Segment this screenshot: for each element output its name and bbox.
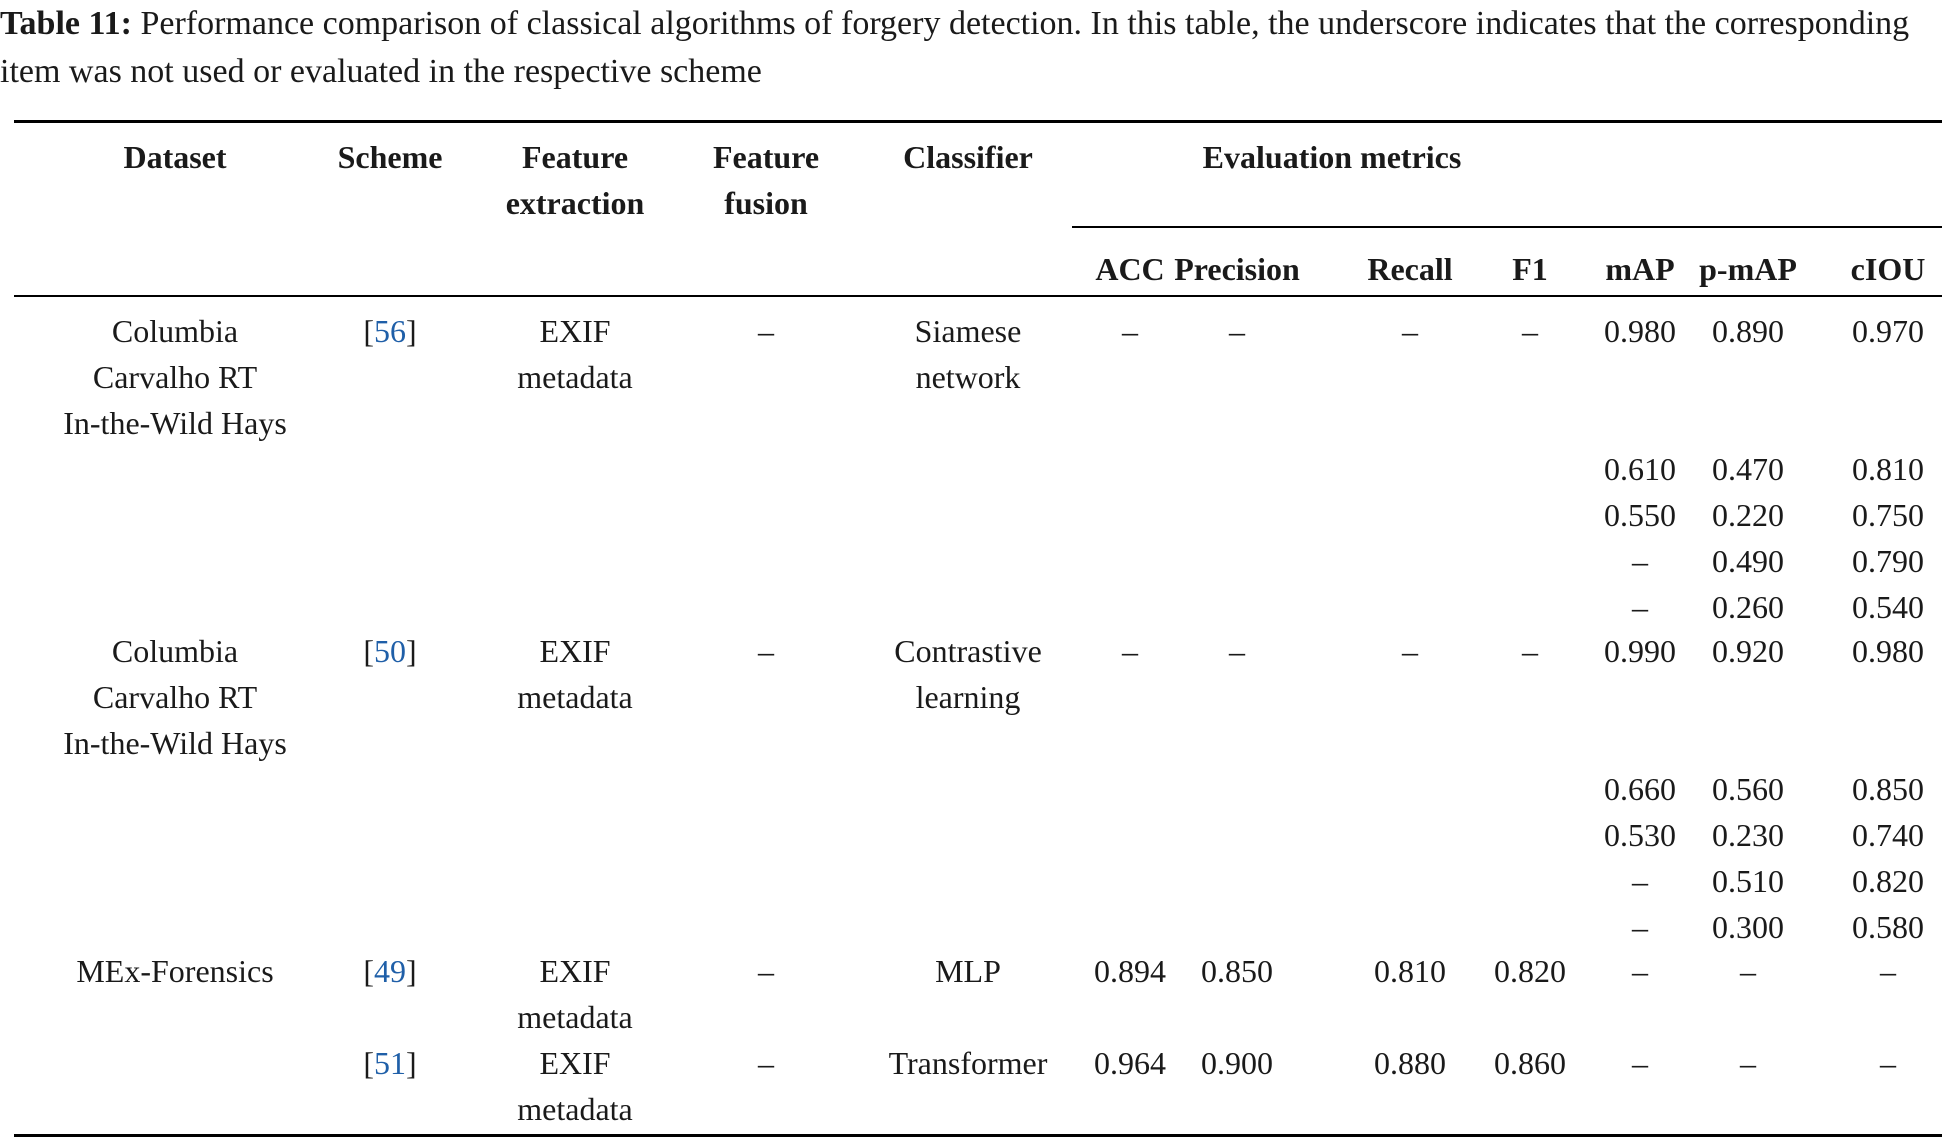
header-metric-precision: Precision [1174,251,1300,287]
cell-map: 0.530 [1604,817,1676,853]
cell-feature-fusion: – [758,633,774,669]
cell-p-map: 0.560 [1712,771,1784,807]
cell-p-map: – [1740,953,1756,989]
cell-map: 0.550 [1604,497,1676,533]
cell-classifier: Contrastive [894,633,1042,669]
cell-map: 0.610 [1604,451,1676,487]
cell-f1: – [1522,633,1538,669]
cell-classifier: network [915,359,1021,395]
cell-recall: – [1402,633,1418,669]
cell-ciou: 0.970 [1852,313,1924,349]
cell-ciou: 0.790 [1852,543,1924,579]
header-feature-fusion: Feature [712,139,820,175]
cell-feature-extraction: metadata [517,999,633,1035]
cell-f1: – [1522,313,1538,349]
cell-feature-fusion: – [758,313,774,349]
bottom-rule [14,1134,1942,1137]
cell-map: – [1632,589,1648,625]
header-scheme: Scheme [337,139,443,175]
cell-ciou: 0.980 [1852,633,1924,669]
caption-text: Performance comparison of classical algorithms of forgery detection. In this table, the underscore indicates that the corresponding item was not used or evaluated in the respective scheme [0,5,1910,90]
citation-link[interactable]: 50 [374,633,406,669]
top-rule [14,120,1942,123]
cell-ciou: – [1880,1045,1896,1081]
cell-classifier: Transformer [888,1045,1048,1081]
cell-precision: 0.850 [1201,953,1273,989]
header-metric-f1: F1 [1512,251,1548,287]
cell-ciou: 0.580 [1852,909,1924,945]
cell-scheme[interactable]: [51] [363,1045,417,1081]
cell-p-map: 0.490 [1712,543,1784,579]
cell-dataset: In-the-Wild Hays [63,725,287,761]
cell-map: – [1632,953,1648,989]
cell-dataset: MEx-Forensics [76,953,274,989]
cell-scheme[interactable]: [49] [363,953,417,989]
cell-p-map: 0.920 [1712,633,1784,669]
header-metric-acc: ACC [1095,251,1165,287]
cell-feature-fusion: – [758,953,774,989]
cell-ciou: 0.750 [1852,497,1924,533]
cell-ciou: 0.850 [1852,771,1924,807]
citation-link[interactable]: 49 [374,953,406,989]
cell-dataset: Carvalho RT [92,359,258,395]
cell-feature-extraction: metadata [517,1091,633,1127]
cell-feature-extraction: metadata [517,679,633,715]
cell-classifier: MLP [935,953,1001,989]
cell-recall: 0.880 [1374,1045,1446,1081]
header-feature-extraction: Feature [521,139,629,175]
citation-link[interactable]: 51 [374,1045,406,1081]
citation-link[interactable]: 56 [374,313,406,349]
cell-p-map: 0.260 [1712,589,1784,625]
metrics-rule [1072,226,1942,228]
cell-p-map: 0.230 [1712,817,1784,853]
cell-feature-extraction: metadata [517,359,633,395]
cell-p-map: 0.470 [1712,451,1784,487]
caption-label: Table 11: [0,5,132,42]
cell-map: 0.980 [1604,313,1676,349]
header-metric-recall: Recall [1367,251,1453,287]
cell-dataset: Columbia [111,313,239,349]
cell-classifier: Siamese [914,313,1022,349]
cell-acc: – [1122,313,1138,349]
cell-p-map: 0.300 [1712,909,1784,945]
cell-feature-extraction: EXIF [539,1045,611,1081]
cell-dataset: Columbia [111,633,239,669]
cell-ciou: 0.820 [1852,863,1924,899]
cell-ciou: 0.810 [1852,451,1924,487]
cell-p-map: 0.510 [1712,863,1784,899]
table-caption [0,0,1955,96]
cell-feature-fusion: – [758,1045,774,1081]
header-evaluation-metrics: Evaluation metrics [1202,139,1462,175]
cell-precision: – [1229,633,1245,669]
header-classifier: Classifier [903,139,1033,175]
cell-ciou: 0.740 [1852,817,1924,853]
cell-map: – [1632,863,1648,899]
cell-map: – [1632,909,1648,945]
cell-f1: 0.820 [1494,953,1566,989]
cell-ciou: 0.540 [1852,589,1924,625]
cell-classifier: learning [915,679,1021,715]
header-feature-fusion: fusion [724,185,808,221]
cell-recall: – [1402,313,1418,349]
cell-f1: 0.860 [1494,1045,1566,1081]
cell-feature-extraction: EXIF [539,953,611,989]
cell-map: 0.660 [1604,771,1676,807]
cell-precision: – [1229,313,1245,349]
cell-map: – [1632,1045,1648,1081]
cell-feature-extraction: EXIF [539,313,611,349]
cell-p-map: 0.890 [1712,313,1784,349]
cell-p-map: – [1740,1045,1756,1081]
cell-scheme[interactable]: [56] [363,313,417,349]
cell-acc: 0.894 [1094,953,1166,989]
cell-map: – [1632,543,1648,579]
cell-recall: 0.810 [1374,953,1446,989]
cell-acc: – [1122,633,1138,669]
header-metric-map: mAP [1605,251,1675,287]
header-metric-p-map: p-mAP [1699,251,1797,287]
cell-ciou: – [1880,953,1896,989]
cell-p-map: 0.220 [1712,497,1784,533]
header-feature-extraction: extraction [505,185,645,221]
cell-precision: 0.900 [1201,1045,1273,1081]
header-rule [14,295,1942,297]
header-dataset: Dataset [123,139,227,175]
cell-dataset: Carvalho RT [92,679,258,715]
header-metric-ciou: cIOU [1850,251,1926,287]
cell-feature-extraction: EXIF [539,633,611,669]
cell-map: 0.990 [1604,633,1676,669]
cell-acc: 0.964 [1094,1045,1166,1081]
cell-dataset: In-the-Wild Hays [63,405,287,441]
cell-scheme[interactable]: [50] [363,633,417,669]
